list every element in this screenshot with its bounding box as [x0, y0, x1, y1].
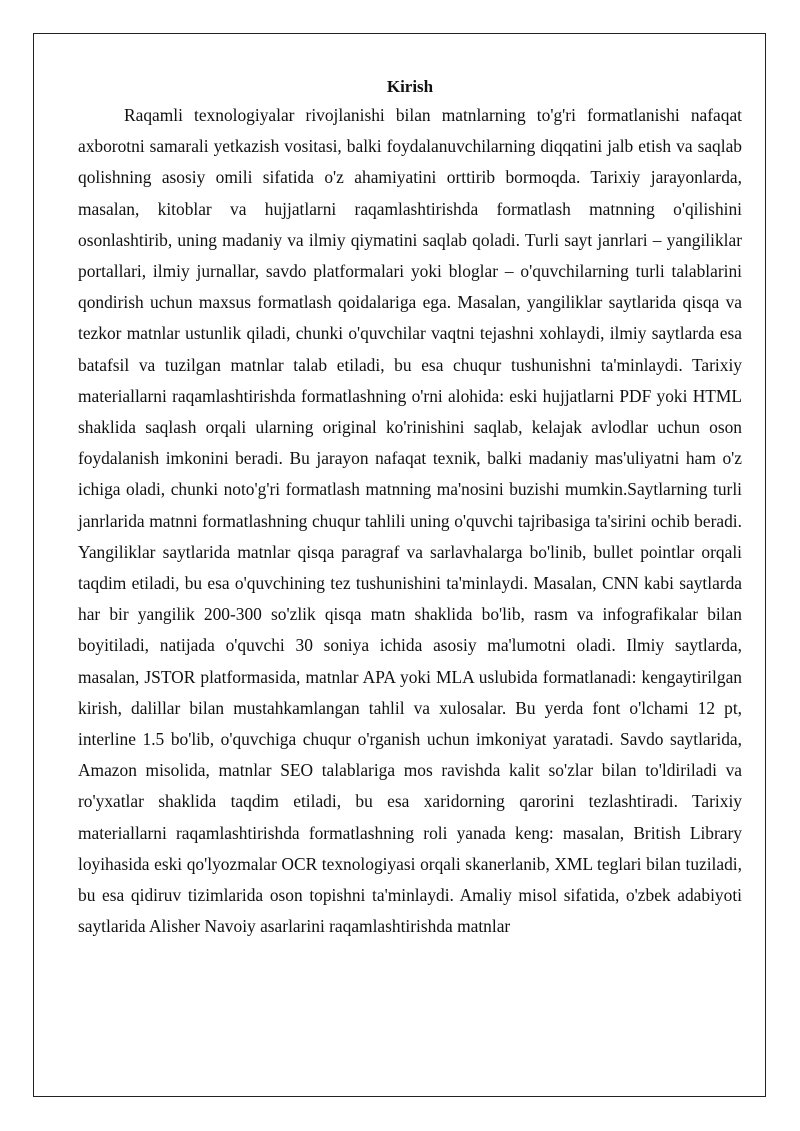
document-content [78, 74, 742, 942]
body-paragraph: Raqamli texnologiyalar rivojlanishi bilan matnlarning to'g'ri formatlanishi nafaqat axborotni samarali yetkazish vositasi, balki foydalanuvchilarning diqqatini jalb etish va saqlab qolishning asosiy omili sifatida o'z ahamiyatini orttirib bormoqda. Tarixiy jarayonlarda, masalan, kitoblar va hujjatlarni raqamlashtirishda formatlash matnning o'qilishini osonlashtirib, uning madaniy va ilmiy qiymatini saqlab qoladi. Turli sayt janrlari – yangiliklar portallari, ilmiy jurnallar, savdo platformalari yoki bloglar – o'quvchilarning turli talablarini qondirish uchun maxsus formatlash qoidalariga ega. Masalan, yangiliklar saytlarida qisqa va tezkor matnlar ustunlik qiladi, chunki o'quvchilar vaqtni tejashni xohlaydi, ilmiy saytlarda esa batafsil va tuzilgan matnlar talab etiladi, bu esa chuqur tushunishni ta'minlaydi. Tarixiy materiallarni raqamlashtirishda formatlashning o'rni alohida: eski hujjatlarni PDF yoki HTML shaklida saqlash orqali ularning original ko'rinishini saqlab, kelajak avlodlar uchun oson foydalanish imkonini beradi. Bu jarayon nafaqat texnik, balki madaniy mas'uliyatni ham o'z ichiga oladi, chunki noto'g'ri formatlash matnning ma'nosini buzishi mumkin.Saytlarning turli janrlarida matnni formatlashning chuqur tahlili uning o'quvchi tajribasiga ta'sirini ochib beradi. Yangiliklar saytlarida matnlar qisqa paragraf va sarlavhalarga bo'linib, bullet pointlar orqali taqdim etiladi, bu esa o'quvchining tez tushunishini ta'minlaydi. Masalan, CNN kabi saytlarda har bir yangilik 200-300 so'zlik qisqa matn shaklida bo'lib, rasm va infografikalar bilan boyitiladi, natijada o'quvchi 30 soniya ichida asosiy ma'lumotni oladi. Ilmiy saytlarda, masalan, JSTOR platformasida, matnlar APA yoki MLA uslubida formatlanadi: kengaytirilgan kirish, dalillar bilan mustahkamlangan tahlil va xulosalar. Bu yerda font o'lchami 12 pt, interline 1.5 bo'lib, o'quvchiga chuqur o'rganish uchun imkoniyat yaratadi. Savdo saytlarida, Amazon misolida, matnlar SEO talablariga mos ravishda kalit so'zlar bilan to'ldiriladi va ro'yxatlar shaklida taqdim etiladi, bu esa xaridorning qarorini tezlashtiradi. Tarixiy materiallarni raqamlashtirishda formatlashning roli yanada keng: masalan, British Library loyihasida eski qo'lyozmalar OCR texnologiyasi orqali skanerlanib, XML teglari bilan tuziladi, bu esa qidiruv tizimlarida oson topishni ta'minlaydi. Amaliy misol sifatida, o'zbek adabiyoti saytlarida Alisher Navoiy asarlarini raqamlashtirishda matnlar [78, 105, 742, 937]
section-title: Kirish [386, 77, 434, 96]
